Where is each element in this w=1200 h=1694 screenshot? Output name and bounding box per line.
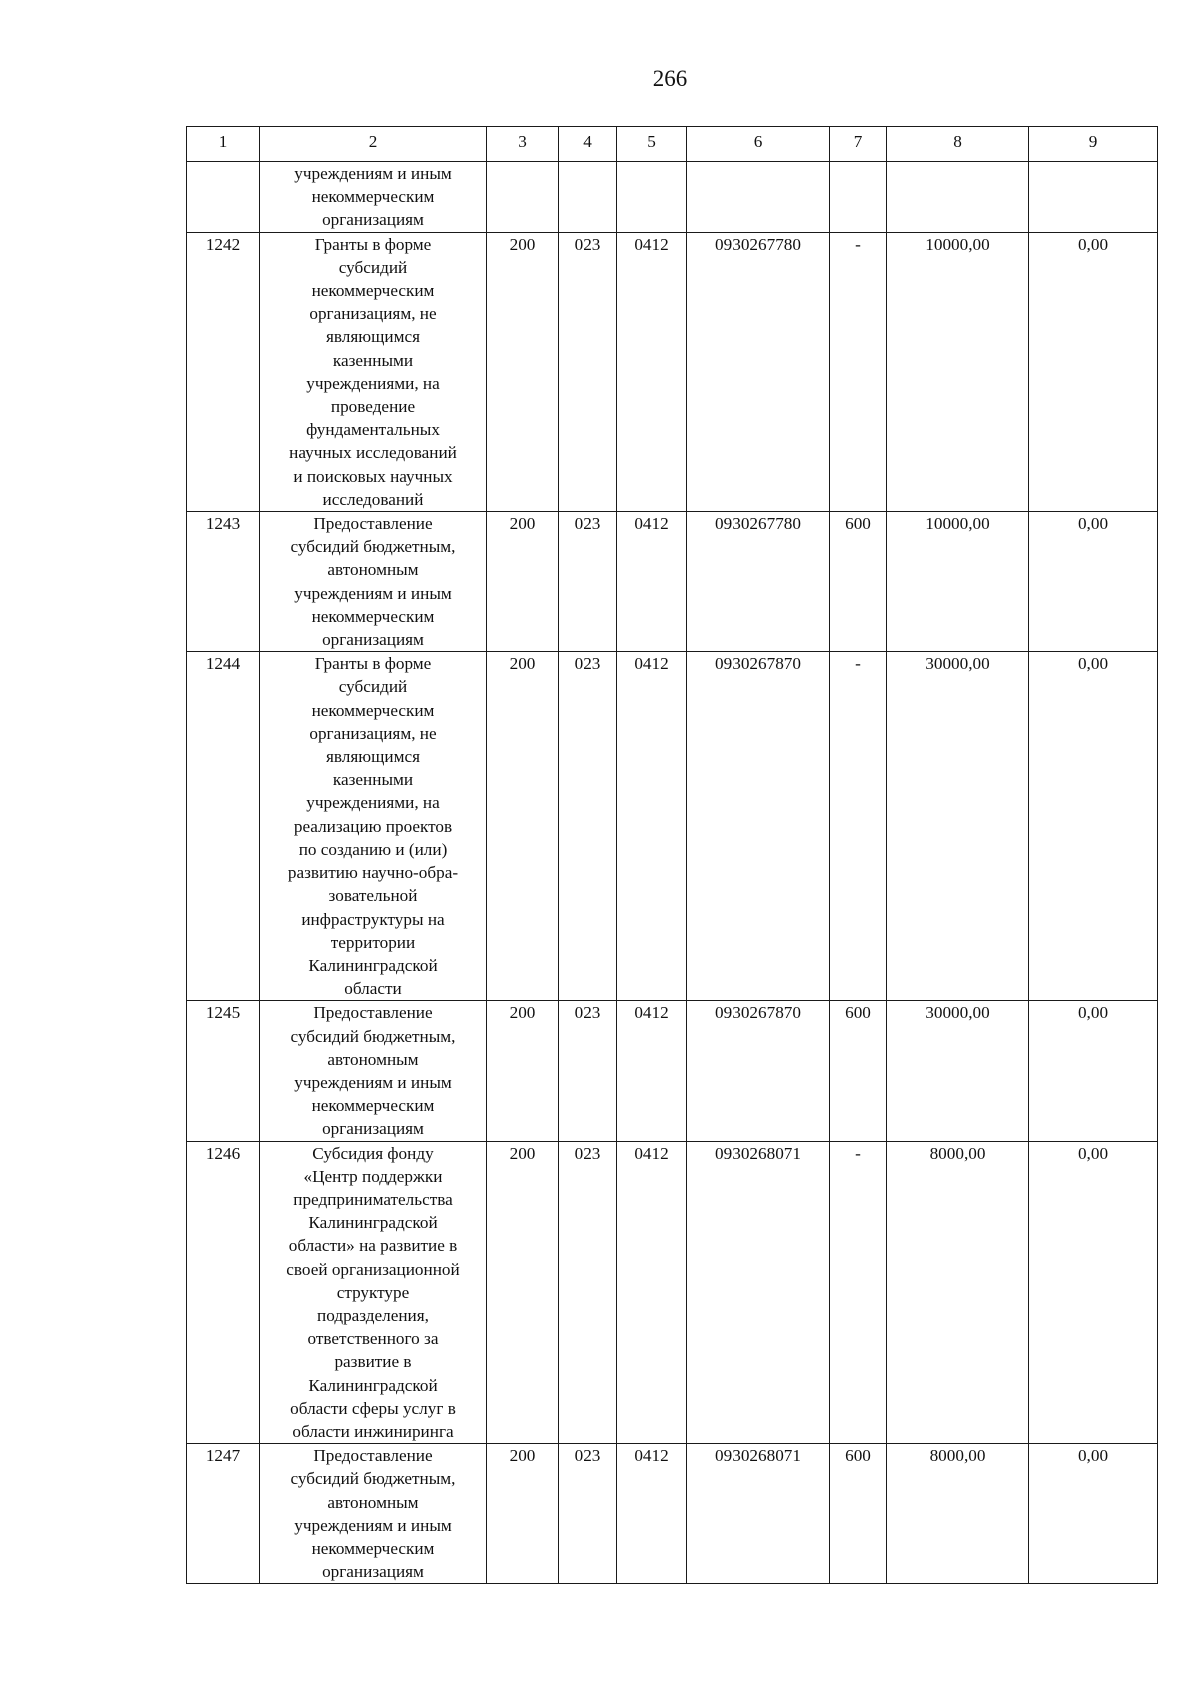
table-row — [187, 1001, 1158, 1141]
header-col-4: 4 — [559, 127, 617, 162]
row-col-5 — [617, 162, 687, 233]
row-col-6: 0930267780 — [687, 232, 830, 511]
row-col-3: 200 — [487, 512, 559, 652]
header-col-7: 7 — [830, 127, 887, 162]
row-name: Субсидия фонду «Центр поддержки предпринимательства Калининградской области» на развитие в своей организационной структуре подразделения, ответственного за развитие в Калининградской области сферы услуг в области инжиниринга — [260, 1141, 487, 1444]
row-col-7: - — [830, 1141, 887, 1444]
row-col-3 — [487, 162, 559, 233]
table-row — [187, 652, 1158, 1001]
header-col-9: 9 — [1029, 127, 1158, 162]
row-col-8: 10000,00 — [887, 512, 1029, 652]
row-col-3: 200 — [487, 652, 559, 1001]
header-col-3: 3 — [487, 127, 559, 162]
row-col-5: 0412 — [617, 1001, 687, 1141]
row-col-5: 0412 — [617, 652, 687, 1001]
row-col-3: 200 — [487, 1001, 559, 1141]
header-col-8: 8 — [887, 127, 1029, 162]
row-col-9: 0,00 — [1029, 652, 1158, 1001]
row-col-9: 0,00 — [1029, 1001, 1158, 1141]
row-col-9: 0,00 — [1029, 1444, 1158, 1584]
row-col-7: 600 — [830, 512, 887, 652]
row-col-4: 023 — [559, 1444, 617, 1584]
row-col-4: 023 — [559, 1141, 617, 1444]
row-col-7: 600 — [830, 1001, 887, 1141]
row-col-9: 0,00 — [1029, 1141, 1158, 1444]
row-name: Предоставление субсидий бюджетным, автономным учреждениям и иным некоммерческим организациям — [260, 1001, 487, 1141]
row-col-4: 023 — [559, 652, 617, 1001]
row-col-6: 0930267780 — [687, 512, 830, 652]
header-col-6: 6 — [687, 127, 830, 162]
row-number: 1243 — [187, 512, 260, 652]
row-col-8: 8000,00 — [887, 1444, 1029, 1584]
row-col-9: 0,00 — [1029, 232, 1158, 511]
row-col-5: 0412 — [617, 232, 687, 511]
row-col-3: 200 — [487, 1444, 559, 1584]
page-number: 266 — [652, 66, 688, 91]
row-number: 1247 — [187, 1444, 260, 1584]
row-col-7: - — [830, 232, 887, 511]
row-name: Гранты в форме субсидий некоммерческим организациям, не являющимся казенными учреждениями, на реализацию проектов по созданию и (или) развитию научно-обра- зовательной инфраструктуры на территории Калининградской области — [260, 652, 487, 1001]
row-col-8 — [887, 162, 1029, 233]
row-col-8: 8000,00 — [887, 1141, 1029, 1444]
row-col-6 — [687, 162, 830, 233]
row-col-5: 0412 — [617, 1141, 687, 1444]
row-col-6: 0930268071 — [687, 1141, 830, 1444]
row-col-9 — [1029, 162, 1158, 233]
row-col-3: 200 — [487, 232, 559, 511]
row-col-4: 023 — [559, 512, 617, 652]
row-name: учреждениям и иным некоммерческим организациям — [260, 162, 487, 233]
table-row — [187, 162, 1158, 233]
table-row — [187, 512, 1158, 652]
row-number: 1242 — [187, 232, 260, 511]
row-number — [187, 162, 260, 233]
budget-table — [186, 126, 1158, 1584]
row-col-8: 10000,00 — [887, 232, 1029, 511]
row-col-6: 0930267870 — [687, 652, 830, 1001]
row-col-7 — [830, 162, 887, 233]
row-number: 1246 — [187, 1141, 260, 1444]
row-name: Предоставление субсидий бюджетным, автономным учреждениям и иным некоммерческим организациям — [260, 1444, 487, 1584]
row-col-4: 023 — [559, 232, 617, 511]
row-col-4 — [559, 162, 617, 233]
row-name: Гранты в форме субсидий некоммерческим организациям, не являющимся казенными учреждениями, на проведение фундаментальных научных исследований и поисковых научных исследований — [260, 232, 487, 511]
table-row — [187, 1444, 1158, 1584]
row-col-3: 200 — [487, 1141, 559, 1444]
row-col-7: - — [830, 652, 887, 1001]
table-row — [187, 232, 1158, 511]
row-col-4: 023 — [559, 1001, 617, 1141]
header-col-5: 5 — [617, 127, 687, 162]
row-col-5: 0412 — [617, 512, 687, 652]
row-col-6: 0930268071 — [687, 1444, 830, 1584]
row-col-5: 0412 — [617, 1444, 687, 1584]
row-name: Предоставление субсидий бюджетным, автономным учреждениям и иным некоммерческим организациям — [260, 512, 487, 652]
row-number: 1245 — [187, 1001, 260, 1141]
row-col-6: 0930267870 — [687, 1001, 830, 1141]
row-number: 1244 — [187, 652, 260, 1001]
header-col-2: 2 — [260, 127, 487, 162]
row-col-7: 600 — [830, 1444, 887, 1584]
header-col-1: 1 — [187, 127, 260, 162]
table-row — [187, 1141, 1158, 1444]
row-col-8: 30000,00 — [887, 1001, 1029, 1141]
row-col-9: 0,00 — [1029, 512, 1158, 652]
row-col-8: 30000,00 — [887, 652, 1029, 1001]
header-row — [187, 127, 1158, 162]
